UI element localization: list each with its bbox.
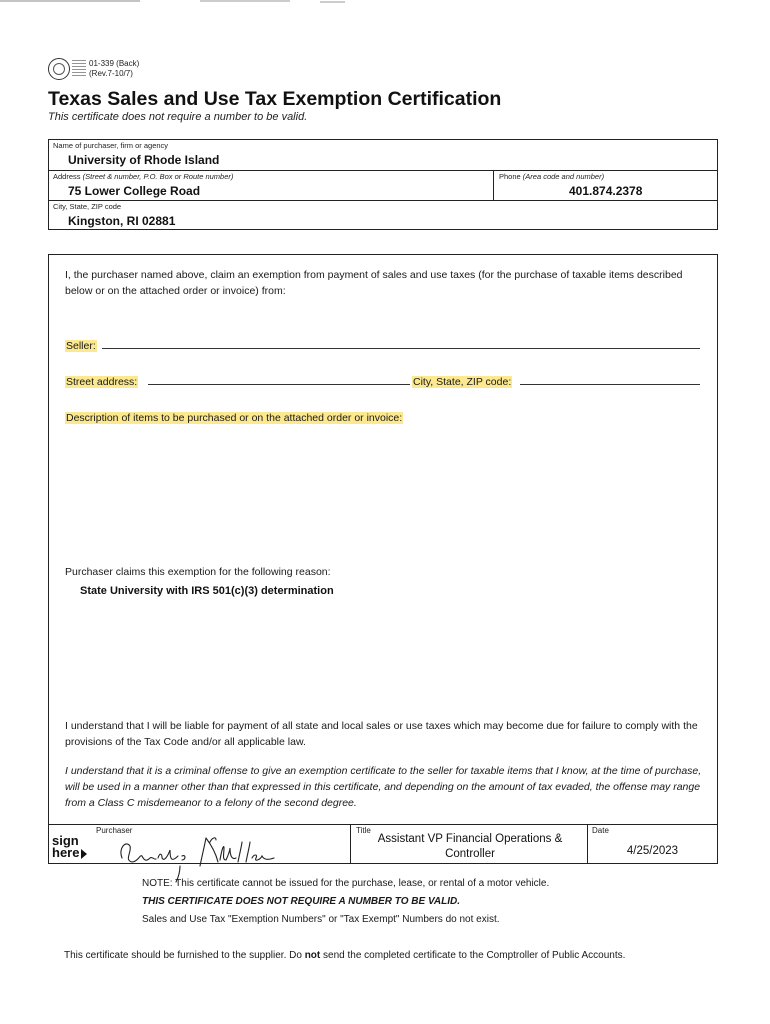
seller-city-label: City, State, ZIP code: [413,376,512,388]
exemption-reason-value[interactable]: State University with IRS 501(c)(3) determination [80,585,334,597]
footer-instruction: This certificate should be furnished to the supplier. Do not send the completed certificate to the Comptroller of Public Accounts. [64,950,626,961]
street-address-line[interactable] [148,384,410,385]
address-value[interactable]: 75 Lower College Road [68,184,201,198]
purchaser-name-value[interactable]: University of Rhode Island [68,153,220,167]
scan-edge-marks [0,0,770,6]
criminal-offense-statement: I understand that it is a criminal offense to give an exemption certificate to the seller for taxable items that I know, at the time of purchase, will be used in a manner other than that expressed in this certificate, and depending on the amount of tax evaded, the offense may range from a Class C misdemeanor to a felony of the second degree. [65,765,702,809]
date-label: Date [592,826,609,835]
arrow-right-icon [81,849,87,859]
city-state-zip-value[interactable]: Kingston, RI 02881 [68,214,176,228]
street-address-label: Street address: [66,376,138,388]
purchaser-signature-icon[interactable] [112,826,312,884]
form-number: 01-339 (Back) (Rev.7-10/7) [89,59,140,78]
signature-row-top-border [48,824,718,825]
description-label: Description of items to be purchased or on the attached order or invoice: [66,412,403,424]
motor-vehicle-note: NOTE: This certificate cannot be issued for the purchase, lease, or rental of a motor vehicle. [142,878,550,889]
no-number-required-note: THIS CERTIFICATE DOES NOT REQUIRE A NUMBER TO BE VALID. [142,896,460,907]
page-title: Texas Sales and Use Tax Exemption Certification [48,88,502,110]
purchaser-info-box [48,139,718,230]
comptroller-seal-icon [48,58,70,80]
seller-label: Seller: [66,340,96,352]
purchaser-name-label: Name of purchaser, firm or agency [53,141,169,150]
liability-statement: I understand that I will be liable for payment of all state and local sales or use taxes which may become due for failure to comply with the provisions of the Tax Code and/or all applicable law. [65,720,698,748]
seller-line[interactable] [102,348,700,349]
city-state-zip-label: City, State, ZIP code [53,202,122,211]
address-label: Address (Street & number, P.O. Box or Route number) [53,172,234,181]
phone-label: Phone (Area code and number) [499,172,605,181]
claim-statement: I, the purchaser named above, claim an exemption from payment of sales and use taxes (for the purchase of taxable items described below or on the attached order or invoice) from: [65,269,683,297]
reason-label: Purchaser claims this exemption for the following reason: [65,566,331,578]
exemption-numbers-note: Sales and Use Tax "Exemption Numbers" or "Tax Exempt" Numbers do not exist. [142,914,500,925]
seller-city-line[interactable] [520,384,700,385]
agency-name-graphic [72,60,86,78]
purchaser-label: Purchaser [96,826,133,835]
phone-value[interactable]: 401.874.2378 [569,184,643,198]
sign-here-marker: sign here [52,835,87,859]
date-value[interactable]: 4/25/2023 [626,845,679,857]
title-label: Title [356,826,371,835]
page-subtitle: This certificate does not require a number to be valid. [48,111,308,123]
signer-title-value[interactable]: Assistant VP Financial Operations & Controller [377,833,563,860]
